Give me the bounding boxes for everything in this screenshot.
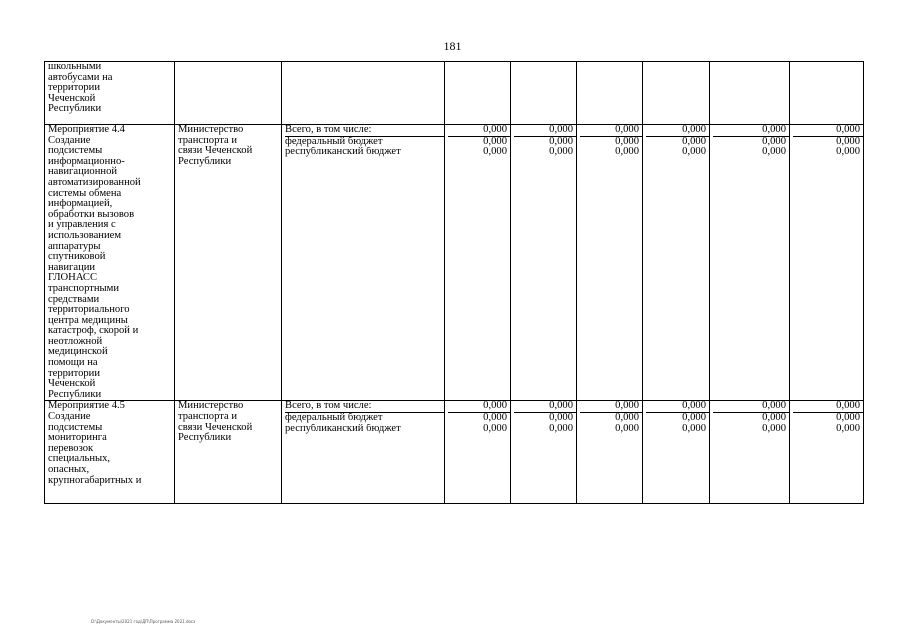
text-line: Министерство [178,400,244,412]
amount-value: 0,000 [682,423,706,434]
text-line: автобусами на [48,71,113,83]
text-line: школьными [48,61,102,72]
amount-value: 0,000 [549,147,573,158]
amount-value: 0,000 [483,147,507,158]
text-line: опасных, [48,464,90,475]
amount-value: 0,000 [483,423,507,434]
text-line: использованием [48,229,122,241]
text-line: помощи на [48,357,98,369]
empty-cell [511,62,577,125]
funding-source-cell [282,125,445,401]
text-line: территориального [48,304,130,316]
text-line: информацией, [48,198,113,210]
amount-cell [790,125,864,401]
amount-cell [577,125,643,401]
funding-source-total: Всего, в том числе: [285,401,444,413]
text-line: Чеченской [48,92,96,104]
amount-value: 0,000 [682,136,706,147]
text-line: транспорта и [178,134,238,146]
amount-value: 0,000 [483,413,507,424]
amount-value: 0,000 [762,423,786,434]
text-line: подсистемы [48,145,103,157]
continuation-text-cell [45,62,175,125]
text-line: подсистемы [48,421,103,433]
amount-value: 0,000 [615,423,639,434]
executor-cell [175,125,282,401]
text-line: транспорта и [178,411,238,423]
text-line: территории [48,82,101,94]
amount-value: 0,000 [615,147,639,158]
text-line: Министерство [178,124,244,135]
amount-value: 0,000 [580,125,642,137]
text-line: Мероприятие 4.4 [48,124,125,135]
amount-value: 0,000 [836,413,860,424]
text-line: связи Чеченской [178,421,253,433]
empty-cell [577,62,643,125]
text-line: транспортными [48,282,120,294]
amount-value: 0,000 [836,147,860,158]
measure-title-cell [45,401,175,504]
text-line: перевозок [48,442,94,454]
text-line: центра медицины [48,314,128,326]
text-line: обработки вызовов [48,208,135,220]
text-line: средствами [48,293,100,305]
funding-source-cell [282,401,445,504]
amount-value: 0,000 [483,136,507,147]
amount-cell [710,125,790,401]
amount-value: 0,000 [836,136,860,147]
text-line: Республики [178,432,232,444]
amount-cell [643,125,710,401]
text-line: Республики [48,103,102,115]
text-line: Создание [48,411,91,423]
text-line: системы обмена [48,187,122,199]
measure-title-cell [45,125,175,401]
amount-cell [445,401,511,504]
continuation-row [45,62,864,125]
text-line: катастроф, скорой и [48,325,139,337]
text-line: спутниковой [48,251,106,263]
empty-cell [710,62,790,125]
amount-value: 0,000 [682,413,706,424]
text-line: Мероприятие 4.5 [48,400,125,412]
amount-value: 0,000 [682,147,706,158]
amount-value: 0,000 [646,401,709,413]
amount-value: 0,000 [448,125,510,137]
funding-source-total: Всего, в том числе: [285,125,444,137]
page-number: 181 [443,39,462,53]
funding-source-federal: федеральный бюджет [285,136,383,147]
text-line: Чеченской [48,378,96,390]
text-line: неотложной [48,335,103,347]
amount-value: 0,000 [713,401,789,413]
amount-cell [643,401,710,504]
amount-value: 0,000 [646,125,709,137]
amount-cell [577,401,643,504]
amount-value: 0,000 [762,413,786,424]
amount-value: 0,000 [713,125,789,137]
text-line: навигации [48,261,96,273]
amount-value: 0,000 [514,401,576,413]
funding-source-regional: республиканский бюджет [285,147,401,158]
budget-table [44,61,864,504]
amount-cell [511,401,577,504]
text-line: навигационной [48,166,118,178]
funding-source-regional: республиканский бюджет [285,423,401,434]
executor-cell [175,401,282,504]
text-line: информационно- [48,155,125,167]
text-line: Создание [48,134,91,146]
amount-value: 0,000 [615,136,639,147]
measure-row [45,401,864,504]
amount-value: 0,000 [836,423,860,434]
empty-cell [282,62,445,125]
amount-cell [790,401,864,504]
text-line: и управления с [48,219,116,231]
amount-cell [445,125,511,401]
text-line: Республики [178,155,232,167]
amount-cell [710,401,790,504]
empty-cell [643,62,710,125]
measure-row [45,125,864,401]
empty-cell [445,62,511,125]
amount-value: 0,000 [615,413,639,424]
amount-cell [511,125,577,401]
amount-value: 0,000 [549,423,573,434]
text-line: автоматизированной [48,176,141,188]
amount-value: 0,000 [793,125,863,137]
amount-value: 0,000 [580,401,642,413]
amount-value: 0,000 [514,125,576,137]
text-line: Республики [48,388,102,400]
text-line: ГЛОНАСС [48,272,98,284]
amount-value: 0,000 [549,136,573,147]
text-line: аппаратуры [48,240,101,252]
amount-value: 0,000 [448,401,510,413]
amount-value: 0,000 [549,413,573,424]
text-line: медицинской [48,346,108,358]
amount-value: 0,000 [793,401,863,413]
text-line: связи Чеченской [178,145,253,157]
text-line: территории [48,367,101,379]
text-line: специальных, [48,453,111,465]
empty-cell [790,62,864,125]
text-line: мониторинга [48,432,107,444]
empty-cell [175,62,282,125]
text-line: крупногабаритных и [48,474,142,486]
footer-file-path: D:\Документы\2021 год\ДП\Программа 2021.docx [91,619,196,624]
amount-value: 0,000 [762,136,786,147]
funding-source-federal: федеральный бюджет [285,413,383,424]
amount-value: 0,000 [762,147,786,158]
